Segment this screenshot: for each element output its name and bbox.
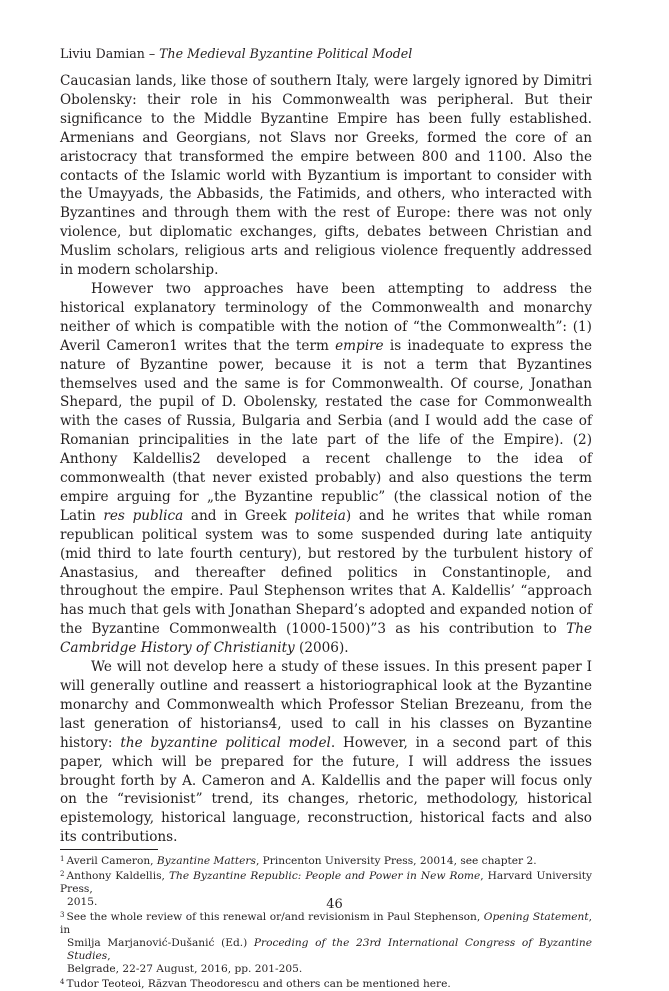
paragraph	[60, 72, 592, 280]
body-text	[60, 72, 592, 847]
footnote	[60, 853, 592, 868]
text-run: We will not develop here a study of these issues. In this present paper I will generally outline and reassert a historiographical look at the Byzantine monarchy and Commonwealth which Professor Stelian Brezeanu, from the last generation of historians4, used to call in his classes on Byzantine history:	[60, 659, 592, 751]
text-run: Tudor Teoteoi, Răzvan Theodorescu and others can be mentioned here.	[66, 978, 451, 991]
text-run: (2006).	[294, 640, 349, 657]
text-run: Averil Cameron,	[66, 855, 157, 868]
footnote	[60, 909, 592, 976]
text-run: . However, in a second part of this paper, which will be prepared for the future, I will address the issues brought forth by A. Cameron and A. Kaldellis and the paper will focus only on the “revisionist” trend, its changes, rhetoric, methodology, historical epistemology, historical language, reconstruction, historical facts and also its contributions.	[60, 734, 593, 846]
text-run: Caucasian lands, like those of southern Italy, were largely ignored by Dimitri Obolensky: their role in his Commonwealth was peripheral. But their significance to the Middle Byzantine Empire has been fully established. Armenians and Georgians, not Slavs nor Greeks, formed the core of an aristocracy that transformed the empire between 800 and 1100. Also the contacts of the Islamic world with Byzantium is important to consider with the Umayyads, the Abbasids, the Fatimids, and others, who interacted with Byzantines and through them with the rest of Europe: there was not only violence, but diplomatic exchanges, gifts, debates between Christian and Muslim scholars, religious arts and religious violence frequently addressed in modern scholarship.	[60, 73, 592, 279]
italic-text: The Byzantine Republic: People and Power in New Rome	[168, 870, 481, 883]
text-run: See the whole review of this renewal or/and revisionism in Paul Stephenson,	[66, 911, 484, 924]
header-title: The Medieval Byzantine Political Model	[159, 46, 413, 61]
text-run: , in	[60, 911, 592, 937]
footnote-line	[60, 870, 592, 895]
running-header	[60, 46, 592, 61]
footnote	[60, 976, 592, 991]
text-run: ,	[107, 950, 111, 963]
text-run: Anthony Kaldellis,	[66, 870, 169, 883]
text-run: , Princenton University Press, 20014, see chapter 2.	[255, 855, 537, 868]
text-run: ) and he writes that while roman republican political system was to some suspended during late antiquity (mid third to late fourth century), but restored by the turbulent history of Anastasius, and thereafter defined politics in Constantinople, and throughout the empire. Paul Stephenson writes that A. Kaldellis’ “approach has much that gels with Jonathan Shepard’s adopted and expanded notion of the Byzantine Commonwealth (1000-1500)”3 as his contribution to	[60, 507, 592, 638]
italic-text: the byzantine political model	[120, 734, 331, 751]
paragraph	[60, 658, 592, 847]
italic-text: Opening Statement	[483, 911, 589, 924]
text-run: , Harvard University Press,	[60, 870, 592, 896]
footnote-line	[60, 937, 592, 963]
italic-text: Proceding of the 23rd International Congress of Byzantine Studies	[67, 937, 593, 963]
text-run: 2015.	[67, 896, 98, 909]
footnote-separator	[60, 849, 158, 850]
text-run: and in Greek	[183, 507, 295, 524]
footnote-line	[66, 978, 450, 990]
text-run: However two approaches have been attempting to address the historical explanatory terminology of the Commonwealth and monarchy neither of which is compatible with the notion of “the Commonwealth”: (1) Averil Cameron1 writes that the term	[60, 280, 592, 354]
header-author: Liviu Damian –	[60, 46, 160, 61]
paragraph	[60, 280, 592, 658]
text-run: is inadequate to express the nature of Byzantine power, because it is not a term that Byzantines themselves used and the same is for Commonwealth. Of course, Jonathan Shepard, the pupil of D. Obolensky, restated the case for Commonwealth with the cases of Russia, Bulgaria and Serbia (and I would add the case of Romanian principalities in the late part of the life of the Empire). (2) Anthony Kaldellis2 developed a recent challenge to the idea of commonwealth (that never existed probably) and also questions the term empire arguing for „the Byzantine republic” (the classical notion of the Latin	[60, 337, 592, 524]
document-page	[60, 46, 592, 991]
italic-text: res publica	[103, 507, 184, 524]
footnote-marker: 1	[60, 855, 65, 864]
footnote-line	[66, 855, 536, 867]
page-number: 46	[326, 897, 343, 912]
italic-text: The Cambridge History of Christianity	[60, 621, 592, 657]
text-run: Belgrade, 22-27 August, 2016, pp. 201-205.	[67, 963, 303, 976]
italic-text: politeia	[294, 507, 346, 524]
footnote-line	[60, 911, 592, 936]
italic-text: Byzantine Matters	[156, 855, 256, 868]
text-run: Smilja Marjanović-Dušanić (Ed.)	[67, 937, 254, 950]
footnote-marker: 3	[60, 911, 65, 920]
footnote-marker: 4	[60, 978, 65, 987]
italic-text: empire	[335, 337, 384, 354]
footnote-line	[60, 963, 592, 976]
footnote-marker: 2	[60, 870, 65, 879]
footnotes	[60, 853, 592, 991]
